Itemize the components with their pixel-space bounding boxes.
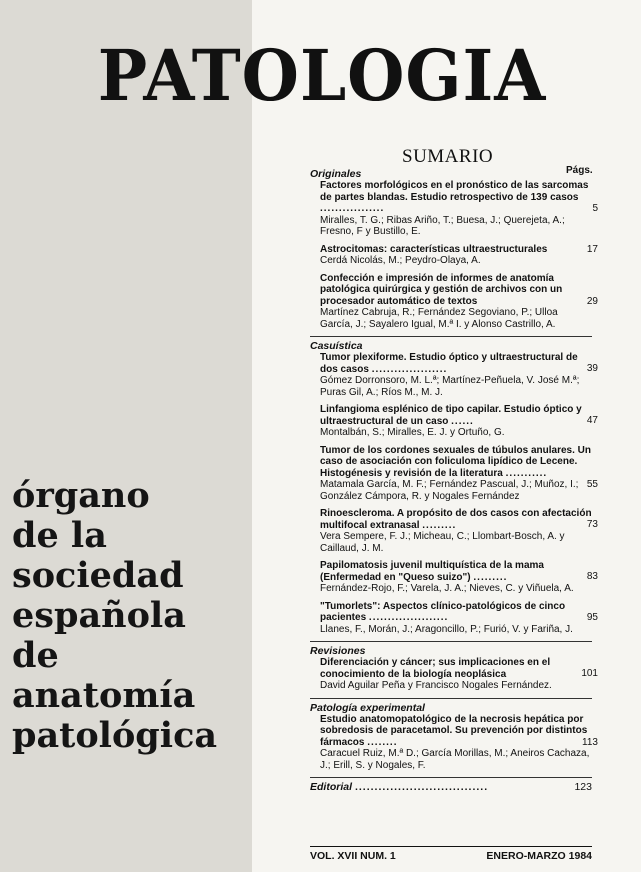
- entry-title: Diferenciación y cáncer; sus implicaciones en el conocimiento de la biología neoplásica: [320, 657, 551, 680]
- issue-footer: [310, 850, 592, 862]
- toc-entry: [320, 713, 598, 772]
- toc-entry: [320, 600, 598, 636]
- entry-authors: Vera Sempere, F. J.; Micheau, C.; Llombart-Bosch, A. y Caillaud, J. M.: [320, 531, 565, 554]
- section-divider: [310, 336, 592, 337]
- volume-number: VOL. XVII NUM. 1: [310, 850, 396, 862]
- section-revisiones: [310, 641, 598, 692]
- entry-authors: David Aguilar Peña y Francisco Nogales Fernández.: [320, 680, 552, 691]
- entry-authors: Matamala García, M. F.; Fernández Pascual, J.; Muñoz, I.; González Cámpora, R. y Nogales Fernández: [320, 479, 579, 502]
- subtitle-line: anatomía: [12, 675, 196, 716]
- table-of-contents: [310, 165, 598, 793]
- toc-entry: [320, 243, 598, 267]
- entry-authors: Montalbán, S.; Miralles, E. J. y Ortuño, G.: [320, 427, 505, 438]
- section-title: Revisiones: [310, 645, 366, 657]
- editorial-page: 123: [574, 781, 592, 793]
- entry-authors: Llanes, F., Morán, J.; Aragoncillo, P.; Furió, V. y Fariña, J.: [320, 623, 573, 635]
- section-patologia-experimental: [310, 698, 598, 772]
- entry-title: Astrocitomas: características ultraestructurales: [320, 243, 548, 255]
- entry-page: 73: [586, 519, 598, 530]
- entry-page: 29: [586, 295, 598, 307]
- section-divider: [310, 777, 592, 778]
- entry-title: Papilomatosis juvenil multiquística de la mama (Enfermedad en "Queso suizo") .........: [320, 560, 544, 583]
- section-title: Patología experimental: [310, 701, 425, 714]
- toc-entry: [320, 657, 598, 692]
- subtitle-line: órgano: [12, 475, 150, 516]
- entry-page: 113: [582, 736, 598, 748]
- entry-title: Tumor plexiforme. Estudio óptico y ultraestructural de dos casos ....................: [320, 352, 578, 375]
- section-title: Originales: [310, 168, 362, 180]
- editorial-row: [310, 781, 592, 793]
- toc-entry: [320, 404, 598, 439]
- toc-entry: [320, 560, 598, 595]
- entry-title: Rinoescleroma. A propósito de dos casos con afectación multifocal extranasal .........: [320, 508, 592, 531]
- entry-title: Linfangioma esplénico de tipo capilar. Estudio óptico y ultraestructural de un caso ......: [320, 404, 582, 427]
- section-divider: [310, 641, 592, 642]
- subtitle-line: de la: [12, 515, 107, 556]
- entry-page: 5: [592, 203, 598, 214]
- entry-page: 47: [586, 415, 598, 426]
- subtitle-line: sociedad: [12, 555, 184, 596]
- journal-title: PATOLOGIA: [97, 34, 547, 117]
- entry-title: "Tumorlets": Aspectos clínico-patológicos de cinco pacientes .....................: [320, 600, 566, 623]
- entry-page: 17: [586, 243, 598, 255]
- toc-entry: [320, 444, 598, 503]
- issue-date: ENERO-MARZO 1984: [486, 850, 592, 862]
- entry-title: Estudio anatomopatológico de la necrosis hepática por sobredosis de paracetamol. Su prevención por distintos fármacos ........: [320, 713, 588, 748]
- subtitle-line: española: [12, 595, 186, 636]
- entry-authors: Miralles, T. G.; Ribas Ariño, T.; Buesa, J.; Querejeta, A.; Fresno, F y Bustillo, E.: [320, 214, 565, 237]
- toc-entry: [320, 180, 598, 238]
- society-subtitle: [12, 476, 248, 756]
- subtitle-line: patológica: [12, 715, 218, 756]
- pages-header: Págs.: [566, 165, 593, 176]
- entry-authors: Cerdá Nicolás, M.; Peydro-Olaya, A.: [320, 255, 481, 266]
- entry-page: 95: [586, 611, 598, 623]
- toc-entry: [320, 508, 598, 554]
- entry-authors: Caracuel Ruiz, M.ª D.; García Morillas, M.; Aneiros Cachaza, J.; Erill, S. y Nogales, F.: [320, 748, 590, 771]
- toc-entry: [320, 272, 598, 331]
- toc-entry: [320, 352, 598, 398]
- subtitle-line: de: [12, 635, 59, 676]
- entry-title: Factores morfológicos en el pronóstico de las sarcomas de partes blandas. Estudio retrospectivo de 139 casos .................: [320, 180, 589, 214]
- entry-authors: Gómez Dorronsoro, M. L.ª; Martínez-Peñuela, V. José M.ª; Puras Gil, A.; Ríos M., M. J.: [320, 375, 580, 398]
- entry-title: Confección e impresión de informes de anatomía patológica quirúrgica y gestión de archivos con un procesador automático de textos: [320, 272, 563, 307]
- summary-title: SUMARIO: [402, 146, 494, 167]
- entry-authors: Fernández-Rojo, F.; Varela, J. A.; Nieves, C. y Viñuela, A.: [320, 583, 574, 594]
- section-divider: [310, 698, 592, 699]
- section-title: Casuística: [310, 340, 363, 352]
- entry-page: 83: [586, 571, 598, 582]
- entry-page: 39: [586, 363, 598, 374]
- entry-page: 55: [586, 478, 598, 490]
- entry-title: Tumor de los cordones sexuales de túbulos anulares. Un caso de asociación con foliculoma lipídico de Lecene. Histogénesis y revisión de la literatura ...........: [320, 444, 591, 479]
- entry-authors: Martínez Cabruja, R.; Fernández Segoviano, P.; Ulloa García, J.; Sayalero Igual, M.ª I. y Alonso Castrillo, A.: [320, 307, 558, 330]
- editorial-label: Editorial ..................................: [310, 781, 489, 793]
- section-casuistica: [310, 336, 598, 635]
- section-originales: [310, 168, 598, 330]
- footer-divider: [310, 846, 592, 847]
- entry-page: 101: [581, 668, 598, 679]
